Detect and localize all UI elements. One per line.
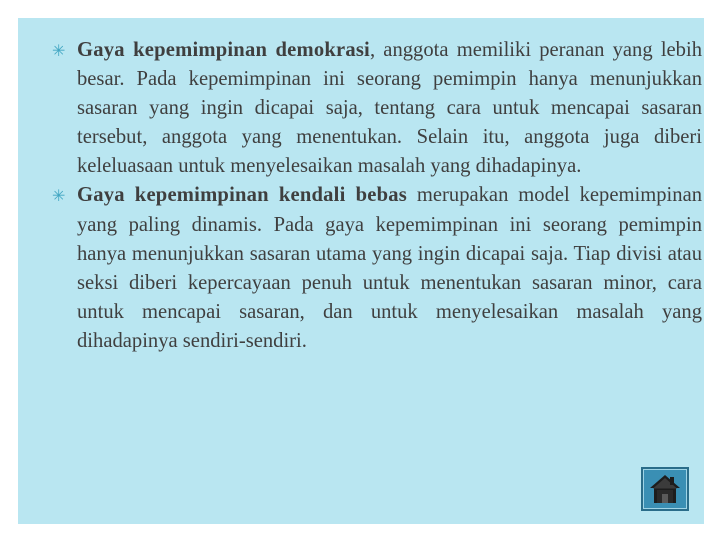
home-button[interactable] (641, 467, 689, 511)
slide-panel (18, 18, 704, 524)
home-icon (648, 473, 682, 505)
bullet-text: , anggota memiliki peranan yang lebih besar. Pada kepemimpinan ini seorang pemimpin hanya menunjukkan sasaran yang ingin dicapai saja, tentang cara untuk mencapai sasaran tersebut, anggota yang menentukan. Selain itu, anggota juga diberi keleluasaan untuk menyelesaikan masalah yang dihadapinya. (77, 39, 703, 178)
bullet-star-icon: ✳ (52, 186, 66, 206)
bullet-term: Gaya kepemimpinan demokrasi (77, 39, 370, 61)
bullet-list (52, 36, 702, 356)
bullet-star-icon: ✳ (52, 41, 66, 60)
bullet-text: merupakan model kepemimpinan yang paling dinamis. Pada gaya kepemimpinan ini seorang pemimpin hanya menunjukkan sasaran utama yang ingin dicapai saja. Tiap divisi atau seksi diberi kepercayaan penuh untuk menentukan sasaran minor, cara untuk mencapai sasaran, dan untuk menyelesaikan masalah yang dihadapinya sendiri-sendiri. (77, 184, 703, 352)
bullet-item-laissez-faire (52, 181, 702, 356)
bullet-item-democratic (52, 36, 702, 181)
bullet-term: Gaya kepemimpinan kendali bebas (77, 184, 407, 207)
